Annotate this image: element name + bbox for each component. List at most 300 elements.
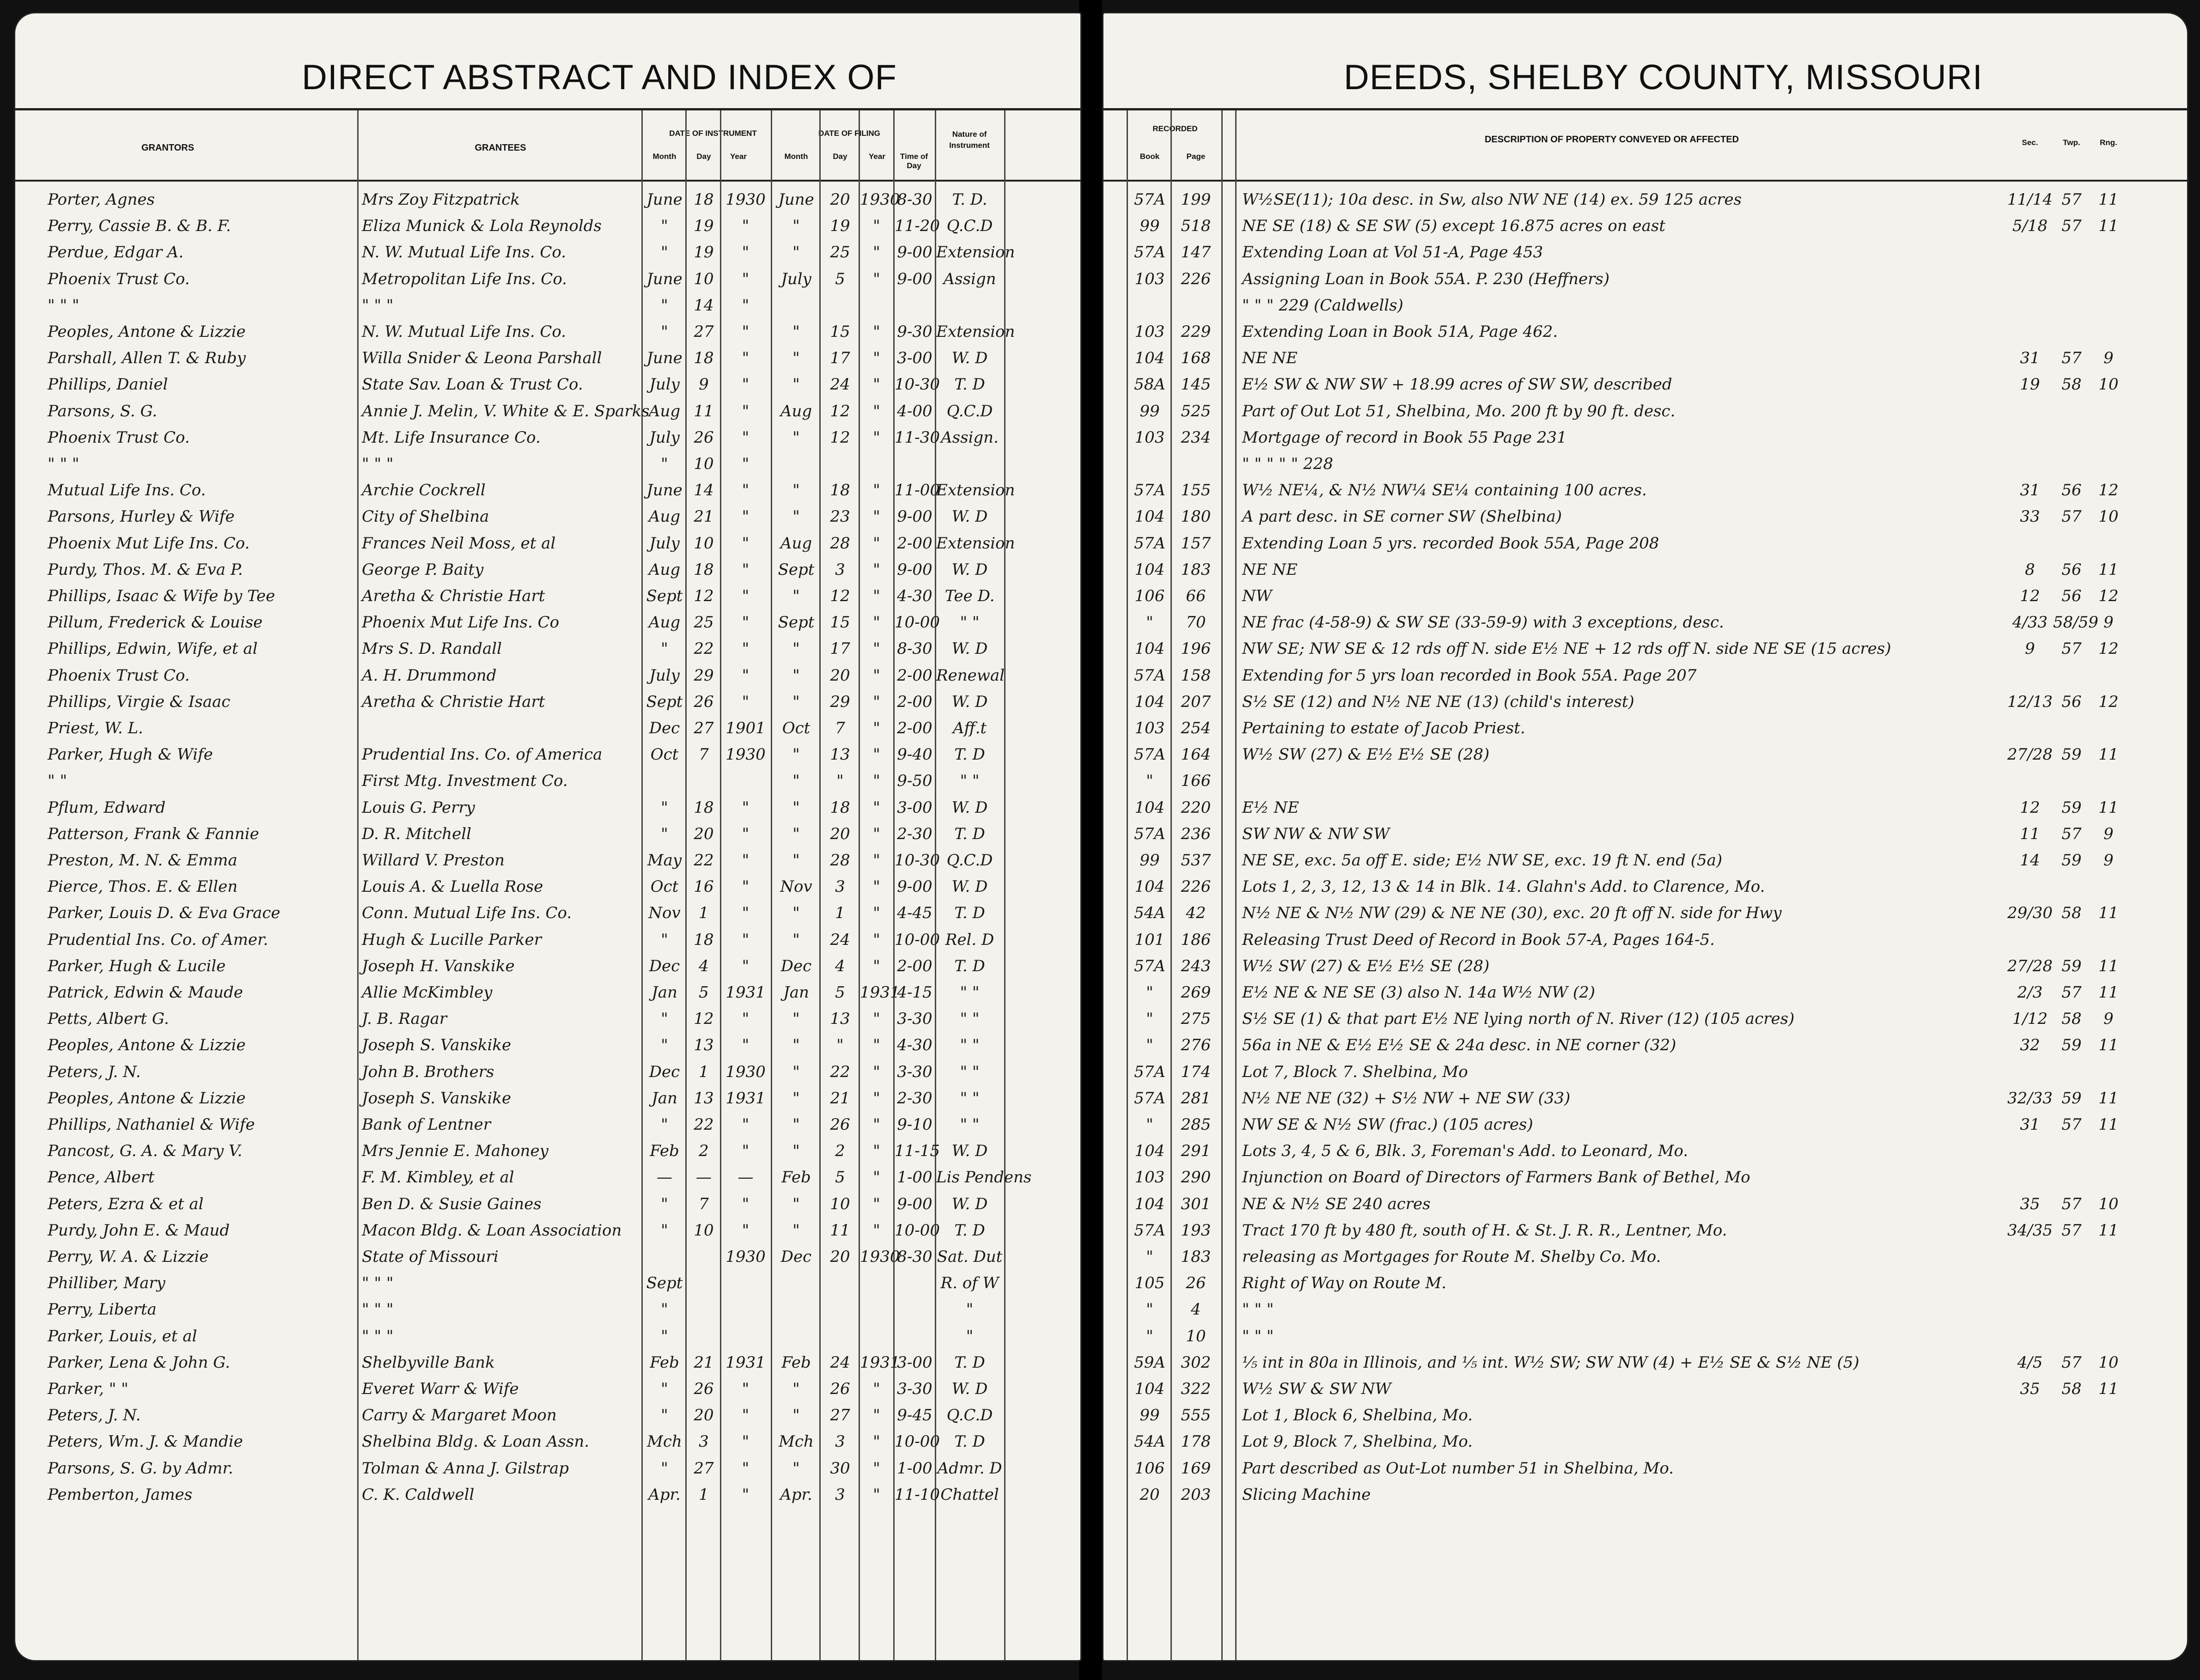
filing-year-cell: " — [873, 402, 880, 420]
filing-year-cell: " — [873, 1063, 880, 1081]
left-ledger-row — [15, 742, 1080, 768]
instrument-month-cell — [644, 768, 685, 794]
instrument-day-cell: 18 — [694, 349, 714, 367]
page-cell: 203 — [1181, 1485, 1211, 1504]
rng-cell — [2090, 1138, 2127, 1164]
filing-month-cell: " — [792, 666, 800, 685]
description-cell: Part described as Out-Lot number 51 in Shelbina, Mo. — [1242, 1459, 1674, 1478]
left-ledger-row — [15, 795, 1080, 821]
rng-cell: 11 — [2098, 217, 2119, 235]
instrument-day-cell: 3 — [699, 1432, 709, 1451]
filing-year-cell: " — [873, 904, 880, 922]
nature-cell: " " — [960, 1010, 980, 1028]
filing-year-cell: " — [873, 798, 880, 817]
instrument-month-cell: Sept — [646, 587, 683, 605]
nature-cell — [936, 451, 1003, 477]
filing-year-cell: " — [873, 613, 880, 632]
instrument-day-cell — [688, 1270, 720, 1297]
nature-cell: Q.C.D — [946, 851, 993, 870]
page-cell: 226 — [1181, 877, 1211, 896]
time-of-day-cell: 9-00 — [897, 507, 932, 526]
sec-cell: 14 — [2020, 851, 2040, 870]
col-header-grantors: GRANTORS — [141, 143, 195, 153]
filing-day-cell: 28 — [830, 534, 850, 553]
filing-day-cell: 26 — [830, 1115, 850, 1134]
filing-year-cell: 1930 — [860, 190, 900, 209]
filing-day-cell — [822, 1270, 859, 1297]
grantee-cell: A. H. Drummond — [362, 666, 497, 685]
filing-year-cell: " — [873, 666, 880, 685]
page-cell: 193 — [1181, 1221, 1211, 1240]
description-cell: Slicing Machine — [1242, 1485, 1371, 1504]
filing-year-cell: " — [873, 931, 880, 949]
rng-cell — [2090, 451, 2127, 477]
book-cell: 57A — [1134, 825, 1165, 843]
instrument-month-cell: " — [661, 1380, 668, 1398]
page-cell: 537 — [1181, 851, 1211, 870]
right-ledger-row — [1103, 1376, 2187, 1402]
nature-cell: " " — [960, 1063, 980, 1081]
instrument-day-cell: 11 — [694, 402, 714, 420]
instrument-year-cell: " — [742, 587, 750, 605]
grantee-cell: D. R. Mitchell — [362, 825, 472, 843]
left-ledger-row — [15, 1032, 1080, 1059]
nature-cell: W. D — [951, 1195, 988, 1213]
instrument-day-cell: 27 — [694, 719, 714, 737]
filing-month-cell: Dec — [780, 1248, 812, 1266]
description-cell: releasing as Mortgages for Route M. Shelby Co. Mo. — [1242, 1248, 1661, 1266]
twp-cell: 56 — [2061, 560, 2082, 579]
col-header-book: Book — [1140, 152, 1160, 161]
rng-cell — [2090, 1244, 2127, 1270]
nature-cell: Tee D. — [945, 587, 995, 605]
nature-cell: T. D — [954, 825, 985, 843]
grantor-cell: Phillips, Virgie & Isaac — [48, 693, 231, 711]
page-cell: 42 — [1186, 904, 1206, 922]
nature-cell: Assign — [943, 270, 996, 288]
time-of-day-cell: 3-00 — [897, 1353, 932, 1372]
filing-day-cell: 15 — [830, 613, 850, 632]
filing-month-cell — [773, 451, 819, 477]
book-cell: 20 — [1140, 1485, 1160, 1504]
filing-day-cell: 12 — [830, 587, 850, 605]
instrument-month-cell: Oct — [650, 877, 679, 896]
grantee-cell: Aretha & Christie Hart — [362, 693, 545, 711]
filing-day-cell: 30 — [830, 1459, 850, 1478]
right-ledger-row — [1103, 1323, 2187, 1350]
twp-cell: 56 — [2061, 693, 2082, 711]
instrument-month-cell: " — [661, 1459, 668, 1478]
right-ledger-row — [1103, 213, 2187, 239]
filing-month-cell: Feb — [781, 1353, 811, 1372]
rng-cell — [2090, 1297, 2127, 1323]
page-cell: 66 — [1186, 587, 1206, 605]
rng-cell — [2090, 768, 2127, 794]
time-of-day-cell: 4-30 — [897, 1036, 932, 1054]
sec-cell: 4/33 — [2012, 613, 2048, 632]
filing-month-cell: " — [792, 481, 800, 499]
filing-year-cell: " — [873, 1485, 880, 1504]
col-header-recorded: RECORDED — [1152, 124, 1198, 133]
nature-cell: R. of W — [940, 1274, 999, 1292]
grantee-cell: Aretha & Christie Hart — [362, 587, 545, 605]
right-ledger-row — [1103, 847, 2187, 874]
time-of-day-cell: 9-00 — [897, 1195, 932, 1213]
grantee-cell: Ben D. & Susie Gaines — [362, 1195, 542, 1213]
page-cell: 290 — [1181, 1168, 1211, 1187]
filing-year-cell: " — [873, 243, 880, 262]
filing-day-cell: 5 — [835, 270, 845, 288]
col-header-year: Year — [869, 152, 885, 161]
instrument-day-cell: 22 — [694, 851, 714, 870]
instrument-day-cell: 18 — [694, 798, 714, 817]
grantor-cell: Peters, Wm. J. & Mandie — [48, 1432, 243, 1451]
right-ledger-row — [1103, 1138, 2187, 1164]
filing-year-cell: " — [873, 851, 880, 870]
rng-cell: 9 — [2103, 851, 2114, 870]
instrument-year-cell: " — [742, 825, 750, 843]
description-cell: N½ NE NE (32) + S½ NW + NE SW (33) — [1242, 1089, 1571, 1108]
sec-cell: 12 — [2020, 798, 2040, 817]
filing-year-cell: " — [873, 772, 880, 790]
col-header-day: Day — [696, 152, 711, 161]
time-of-day-cell: 2-30 — [897, 825, 932, 843]
rng-cell — [2090, 663, 2127, 689]
rng-cell: 11 — [2098, 190, 2119, 209]
col-header-rng: Rng. — [2100, 138, 2117, 147]
time-of-day-cell: 11-15 — [895, 1142, 940, 1160]
book-cell: 57A — [1134, 1089, 1165, 1108]
grantor-cell: " " " — [48, 296, 79, 315]
instrument-year-cell: " — [742, 455, 750, 473]
rng-cell: 9 — [2103, 825, 2114, 843]
time-of-day-cell: 11-20 — [895, 217, 940, 235]
right-page-title: DEEDS, SHELBY COUNTY, MISSOURI — [1344, 58, 1983, 97]
rng-cell: 10 — [2098, 1195, 2119, 1213]
page-cell: 275 — [1181, 1010, 1211, 1028]
grantee-cell: Prudential Ins. Co. of America — [362, 745, 603, 764]
instrument-month-cell: June — [646, 190, 683, 209]
nature-cell: T. D — [954, 904, 985, 922]
rng-cell: 9 — [2103, 613, 2114, 632]
description-cell: E½ NE — [1242, 798, 1299, 817]
time-of-day-cell: 2-00 — [897, 957, 932, 975]
time-of-day-cell: 9-50 — [897, 772, 932, 790]
instrument-month-cell: May — [647, 851, 682, 870]
col-header-day: Day — [833, 152, 847, 161]
book-cell: " — [1146, 1010, 1153, 1028]
instrument-day-cell: 5 — [699, 983, 709, 1002]
twp-cell: 58 — [2061, 375, 2082, 394]
col-header-description: DESCRIPTION OF PROPERTY CONVEYED OR AFFECTED — [1484, 134, 1739, 145]
right-ledger-row — [1103, 425, 2187, 451]
nature-cell: Admr. D — [937, 1459, 1002, 1478]
filing-day-cell: 29 — [830, 693, 850, 711]
filing-month-cell: " — [792, 323, 800, 341]
time-of-day-cell — [895, 292, 935, 319]
description-cell: W½ NE¼, & N½ NW¼ SE¼ containing 100 acres. — [1242, 481, 1647, 499]
instrument-year-cell: — — [737, 1168, 754, 1187]
grantor-cell: Phillips, Daniel — [48, 375, 168, 394]
filing-day-cell: 18 — [830, 798, 850, 817]
time-of-day-cell: 9-45 — [897, 1406, 932, 1424]
sec-cell — [2007, 1455, 2053, 1482]
filing-year-cell: " — [873, 481, 880, 499]
right-ledger-row — [1103, 292, 2187, 319]
left-ledger-row — [15, 266, 1080, 292]
rng-cell: 11 — [2098, 1036, 2119, 1054]
rng-cell: 11 — [2098, 1221, 2119, 1240]
rng-cell — [2090, 1164, 2127, 1191]
filing-month-cell — [773, 1270, 819, 1297]
instrument-day-cell: 13 — [694, 1089, 714, 1108]
grantor-cell: Patrick, Edwin & Maude — [48, 983, 243, 1002]
description-cell: Extending Loan at Vol 51-A, Page 453 — [1242, 243, 1543, 262]
book-cell: 57A — [1134, 190, 1165, 209]
filing-year-cell: " — [873, 719, 880, 737]
book-cell: 57A — [1134, 534, 1165, 553]
filing-day-cell — [822, 451, 859, 477]
book-cell: 103 — [1134, 428, 1165, 447]
filing-month-cell: Nov — [780, 877, 812, 896]
left-ledger-row — [15, 1244, 1080, 1270]
filing-year-cell: " — [873, 534, 880, 553]
right-ledger-row — [1103, 874, 2187, 900]
twp-cell — [2053, 927, 2090, 953]
grantee-cell: Willa Snider & Leona Parshall — [362, 349, 602, 367]
instrument-month-cell: Nov — [648, 904, 681, 922]
twp-cell — [2053, 1244, 2090, 1270]
page-cell: 525 — [1181, 402, 1211, 420]
filing-month-cell: Aug — [780, 534, 812, 553]
instrument-year-cell: " — [742, 957, 750, 975]
twp-cell: 59 — [2061, 957, 2082, 975]
sec-cell — [2007, 874, 2053, 900]
grantee-cell: Macon Bldg. & Loan Association — [362, 1221, 622, 1240]
instrument-day-cell: 18 — [694, 560, 714, 579]
grantor-cell: Peoples, Antone & Lizzie — [48, 1036, 246, 1054]
instrument-year-cell: " — [742, 1221, 750, 1240]
instrument-month-cell: — — [657, 1168, 672, 1187]
filing-day-cell — [822, 292, 859, 319]
left-ledger-row — [15, 1402, 1080, 1429]
filing-year-cell: " — [873, 957, 880, 975]
book-cell: 104 — [1134, 877, 1165, 896]
grantor-cell: Pancost, G. A. & Mary V. — [48, 1142, 243, 1160]
filing-day-cell: 4 — [835, 957, 845, 975]
time-of-day-cell: 9-00 — [897, 243, 932, 262]
grantor-cell: Peoples, Antone & Lizzie — [48, 323, 246, 341]
nature-cell: T. D — [954, 745, 985, 764]
sec-cell: 9 — [2025, 639, 2035, 658]
filing-day-cell: 20 — [830, 190, 850, 209]
twp-cell: 57 — [2061, 983, 2082, 1002]
book-cell: 103 — [1134, 1168, 1165, 1187]
right-ledger-row — [1103, 371, 2187, 398]
rng-cell: 10 — [2098, 1353, 2119, 1372]
instrument-month-cell: June — [646, 270, 683, 288]
right-ledger-row — [1103, 266, 2187, 292]
nature-cell: Rel. D — [945, 931, 994, 949]
grantor-cell: Purdy, Thos. M. & Eva P. — [48, 560, 243, 579]
filing-year-cell: " — [873, 877, 880, 896]
instrument-year-cell — [721, 768, 770, 794]
page-cell: 70 — [1186, 613, 1206, 632]
time-of-day-cell: 9-10 — [897, 1115, 932, 1134]
page-cell: 207 — [1181, 693, 1211, 711]
left-ledger-row — [15, 1138, 1080, 1164]
filing-day-cell: 25 — [830, 243, 850, 262]
nature-cell: Sat. Dut — [937, 1248, 1003, 1266]
book-cell: 101 — [1134, 931, 1165, 949]
grantee-cell: " " " — [362, 455, 394, 473]
description-cell: Lot 9, Block 7, Shelbina, Mo. — [1242, 1432, 1473, 1451]
grantee-cell: Joseph S. Vanskike — [362, 1089, 512, 1108]
time-of-day-cell: 9-00 — [897, 270, 932, 288]
filing-month-cell: " — [792, 1115, 800, 1134]
page-cell: 285 — [1181, 1115, 1211, 1134]
instrument-month-cell: June — [646, 481, 683, 499]
sec-cell: 2/3 — [2017, 983, 2043, 1002]
time-of-day-cell: 3-30 — [897, 1380, 932, 1398]
instrument-month-cell: " — [661, 798, 668, 817]
grantor-cell: Pierce, Thos. E. & Ellen — [48, 877, 238, 896]
book-cell: 57A — [1134, 243, 1165, 262]
filing-month-cell: Sept — [778, 560, 815, 579]
instrument-day-cell: 10 — [694, 270, 714, 288]
filing-day-cell: 12 — [830, 402, 850, 420]
instrument-day-cell: 1 — [699, 1063, 709, 1081]
twp-cell: 58 — [2061, 904, 2082, 922]
sec-cell — [2007, 1244, 2053, 1270]
description-cell: W½ SW & SW NW — [1242, 1380, 1391, 1398]
col-header-page: Page — [1186, 152, 1206, 161]
filing-month-cell: " — [792, 904, 800, 922]
left-ledger-row — [15, 636, 1080, 662]
right-ledger-row — [1103, 715, 2187, 742]
filing-day-cell: 3 — [835, 1432, 845, 1451]
filing-month-cell: Sept — [778, 613, 815, 632]
time-of-day-cell: 8-30 — [897, 1248, 932, 1266]
description-cell: Right of Way on Route M. — [1242, 1274, 1447, 1292]
right-ledger-row — [1103, 1191, 2187, 1217]
filing-day-cell: 3 — [835, 877, 845, 896]
filing-year-cell — [860, 1270, 893, 1297]
instrument-month-cell: Dec — [649, 957, 680, 975]
filing-year-cell: " — [873, 1380, 880, 1398]
grantor-cell: Parshall, Allen T. & Ruby — [48, 349, 246, 367]
left-ledger-row — [15, 451, 1080, 477]
nature-cell: Q.C.D — [946, 217, 993, 235]
page-cell: 155 — [1181, 481, 1211, 499]
instrument-day-cell: 14 — [694, 296, 714, 315]
book-cell: 57A — [1134, 1063, 1165, 1081]
book-cell — [1129, 451, 1170, 477]
rng-cell: 12 — [2098, 693, 2119, 711]
filing-month-cell: " — [792, 1406, 800, 1424]
time-of-day-cell: 9-00 — [897, 560, 932, 579]
description-cell: Lots 1, 2, 3, 12, 13 & 14 in Blk. 14. Glahn's Add. to Clarence, Mo. — [1242, 877, 1765, 896]
instrument-day-cell: 7 — [699, 1195, 709, 1213]
filing-month-cell: " — [792, 1221, 800, 1240]
nature-cell: W. D — [951, 1380, 988, 1398]
book-cell: " — [1146, 1327, 1153, 1345]
grantee-cell: Joseph H. Vanskike — [362, 957, 515, 975]
filing-day-cell: 23 — [830, 507, 850, 526]
instrument-day-cell: 2 — [699, 1142, 709, 1160]
time-of-day-cell: 2-30 — [897, 1089, 932, 1108]
right-ledger-row — [1103, 980, 2187, 1006]
filing-month-cell: Jan — [783, 983, 809, 1002]
instrument-year-cell: " — [742, 1459, 750, 1478]
instrument-day-cell: 10 — [694, 455, 714, 473]
right-ledger-row — [1103, 345, 2187, 371]
nature-cell: Aff.t — [952, 719, 987, 737]
book-cell: 104 — [1134, 1380, 1165, 1398]
left-ledger-row — [15, 715, 1080, 742]
twp-cell — [2053, 663, 2090, 689]
rng-cell: 12 — [2098, 587, 2119, 605]
filing-month-cell: " — [792, 1459, 800, 1478]
twp-cell: 59 — [2061, 798, 2082, 817]
nature-cell: T. D — [954, 1353, 985, 1372]
book-cell: 104 — [1134, 349, 1165, 367]
description-cell: " " " — [1242, 1300, 1274, 1319]
instrument-day-cell: 1 — [699, 1485, 709, 1504]
sec-cell: 4/5 — [2017, 1353, 2043, 1372]
grantor-cell: " " " — [48, 455, 79, 473]
page-cell: 26 — [1186, 1274, 1206, 1292]
book-cell: 57A — [1134, 481, 1165, 499]
left-ledger-row — [15, 1112, 1080, 1138]
filing-day-cell: 20 — [830, 666, 850, 685]
page-cell: 226 — [1181, 270, 1211, 288]
left-ledger-row — [15, 900, 1080, 926]
instrument-month-cell: Jan — [652, 983, 677, 1002]
filing-day-cell: 11 — [830, 1221, 850, 1240]
sec-cell — [2007, 319, 2053, 345]
instrument-month-cell: Dec — [649, 1063, 680, 1081]
sec-cell: 31 — [2020, 1115, 2040, 1134]
rng-cell — [2090, 425, 2127, 451]
nature-cell: " — [966, 1327, 974, 1345]
filing-month-cell: Oct — [782, 719, 811, 737]
left-ledger-row — [15, 1164, 1080, 1191]
time-of-day-cell: 3-30 — [897, 1010, 932, 1028]
time-of-day-cell: 10-30 — [895, 375, 940, 394]
page-cell: 186 — [1181, 931, 1211, 949]
grantor-cell: Petts, Albert G. — [48, 1010, 169, 1028]
instrument-month-cell: " — [661, 1115, 668, 1134]
instrument-year-cell: " — [742, 534, 750, 553]
book-cell: " — [1146, 613, 1153, 632]
instrument-month-cell: " — [661, 296, 668, 315]
instrument-month-cell: Aug — [648, 402, 681, 420]
col-header-twp: Twp. — [2063, 138, 2080, 147]
grantee-cell: Mrs S. D. Randall — [362, 639, 502, 658]
rng-cell: 11 — [2098, 904, 2119, 922]
grantee-cell: Annie J. Melin, V. White & E. Sparks — [362, 402, 650, 420]
instrument-day-cell: 7 — [699, 745, 709, 764]
instrument-year-cell: " — [742, 666, 750, 685]
left-ledger-row — [15, 1482, 1080, 1508]
book-cell: 104 — [1134, 1195, 1165, 1213]
page-cell: 276 — [1181, 1036, 1211, 1054]
description-cell: NE NE — [1242, 560, 1298, 579]
nature-cell: " " — [960, 613, 980, 632]
left-ledger-row — [15, 1455, 1080, 1482]
instrument-year-cell: " — [742, 560, 750, 579]
